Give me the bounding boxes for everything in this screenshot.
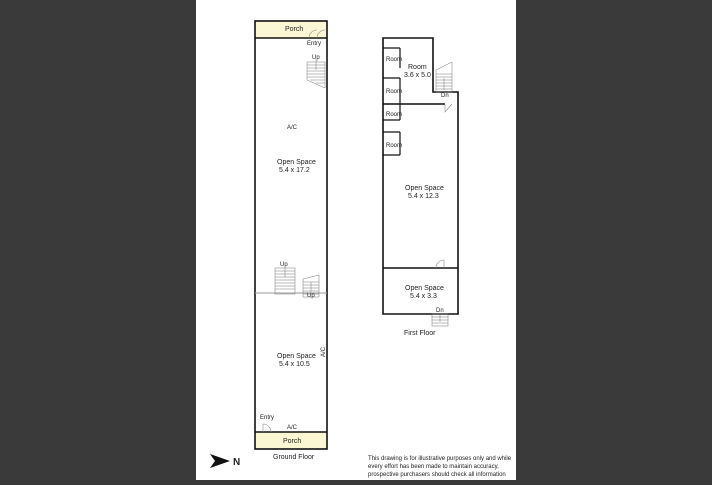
room-main-dims: 3.6 x 5.0 [404, 72, 431, 79]
stair-dn-label-1: Dn [441, 93, 449, 99]
open-space-2-name: Open Space [277, 353, 316, 360]
entry-bottom-label: Entry [260, 415, 275, 421]
north-label: N [233, 457, 241, 468]
open-space-1-name: Open Space [277, 159, 316, 166]
first-space-1-dims: 5.4 x 12.3 [408, 193, 439, 200]
first-space-1-name: Open Space [405, 185, 444, 192]
ac-top-label: A/C [287, 125, 298, 131]
disclaimer-line-1: This drawing is for illustrative purposes only and while [368, 456, 512, 462]
stair-up-label-3: Up [307, 293, 315, 299]
paper-sheet [196, 0, 516, 480]
room-label-2: Room [386, 89, 403, 95]
entry-top-label: Entry [307, 41, 322, 47]
ac-side-label: A/C [321, 346, 327, 357]
disclaimer-line-3: prospective purchasers should check all information [368, 472, 506, 478]
first-floor-caption: First Floor [404, 330, 436, 337]
first-space-2-dims: 5.4 x 3.3 [410, 293, 437, 300]
disclaimer [368, 456, 512, 478]
room-label-3: Room [386, 112, 403, 118]
room-label-4: Room [386, 143, 403, 149]
stair-dn-label-2: Dn [436, 308, 444, 314]
stair-up-label-2: Up [280, 262, 288, 268]
open-space-1-dims: 5.4 x 17.2 [279, 167, 310, 174]
ac-bottom-label: A/C [287, 425, 298, 431]
room-main-name: Room [408, 64, 427, 71]
porch-bottom-label: Porch [283, 438, 302, 445]
porch-top-label: Porch [285, 26, 304, 33]
first-space-2-name: Open Space [405, 285, 444, 292]
ground-floor-caption: Ground Floor [273, 454, 315, 461]
open-space-2-dims: 5.4 x 10.5 [279, 361, 310, 368]
disclaimer-line-2: every effort has been made to maintain accuracy, [368, 464, 499, 470]
stair-up-label-1: Up [312, 55, 320, 61]
room-label-1: Room [386, 57, 403, 63]
